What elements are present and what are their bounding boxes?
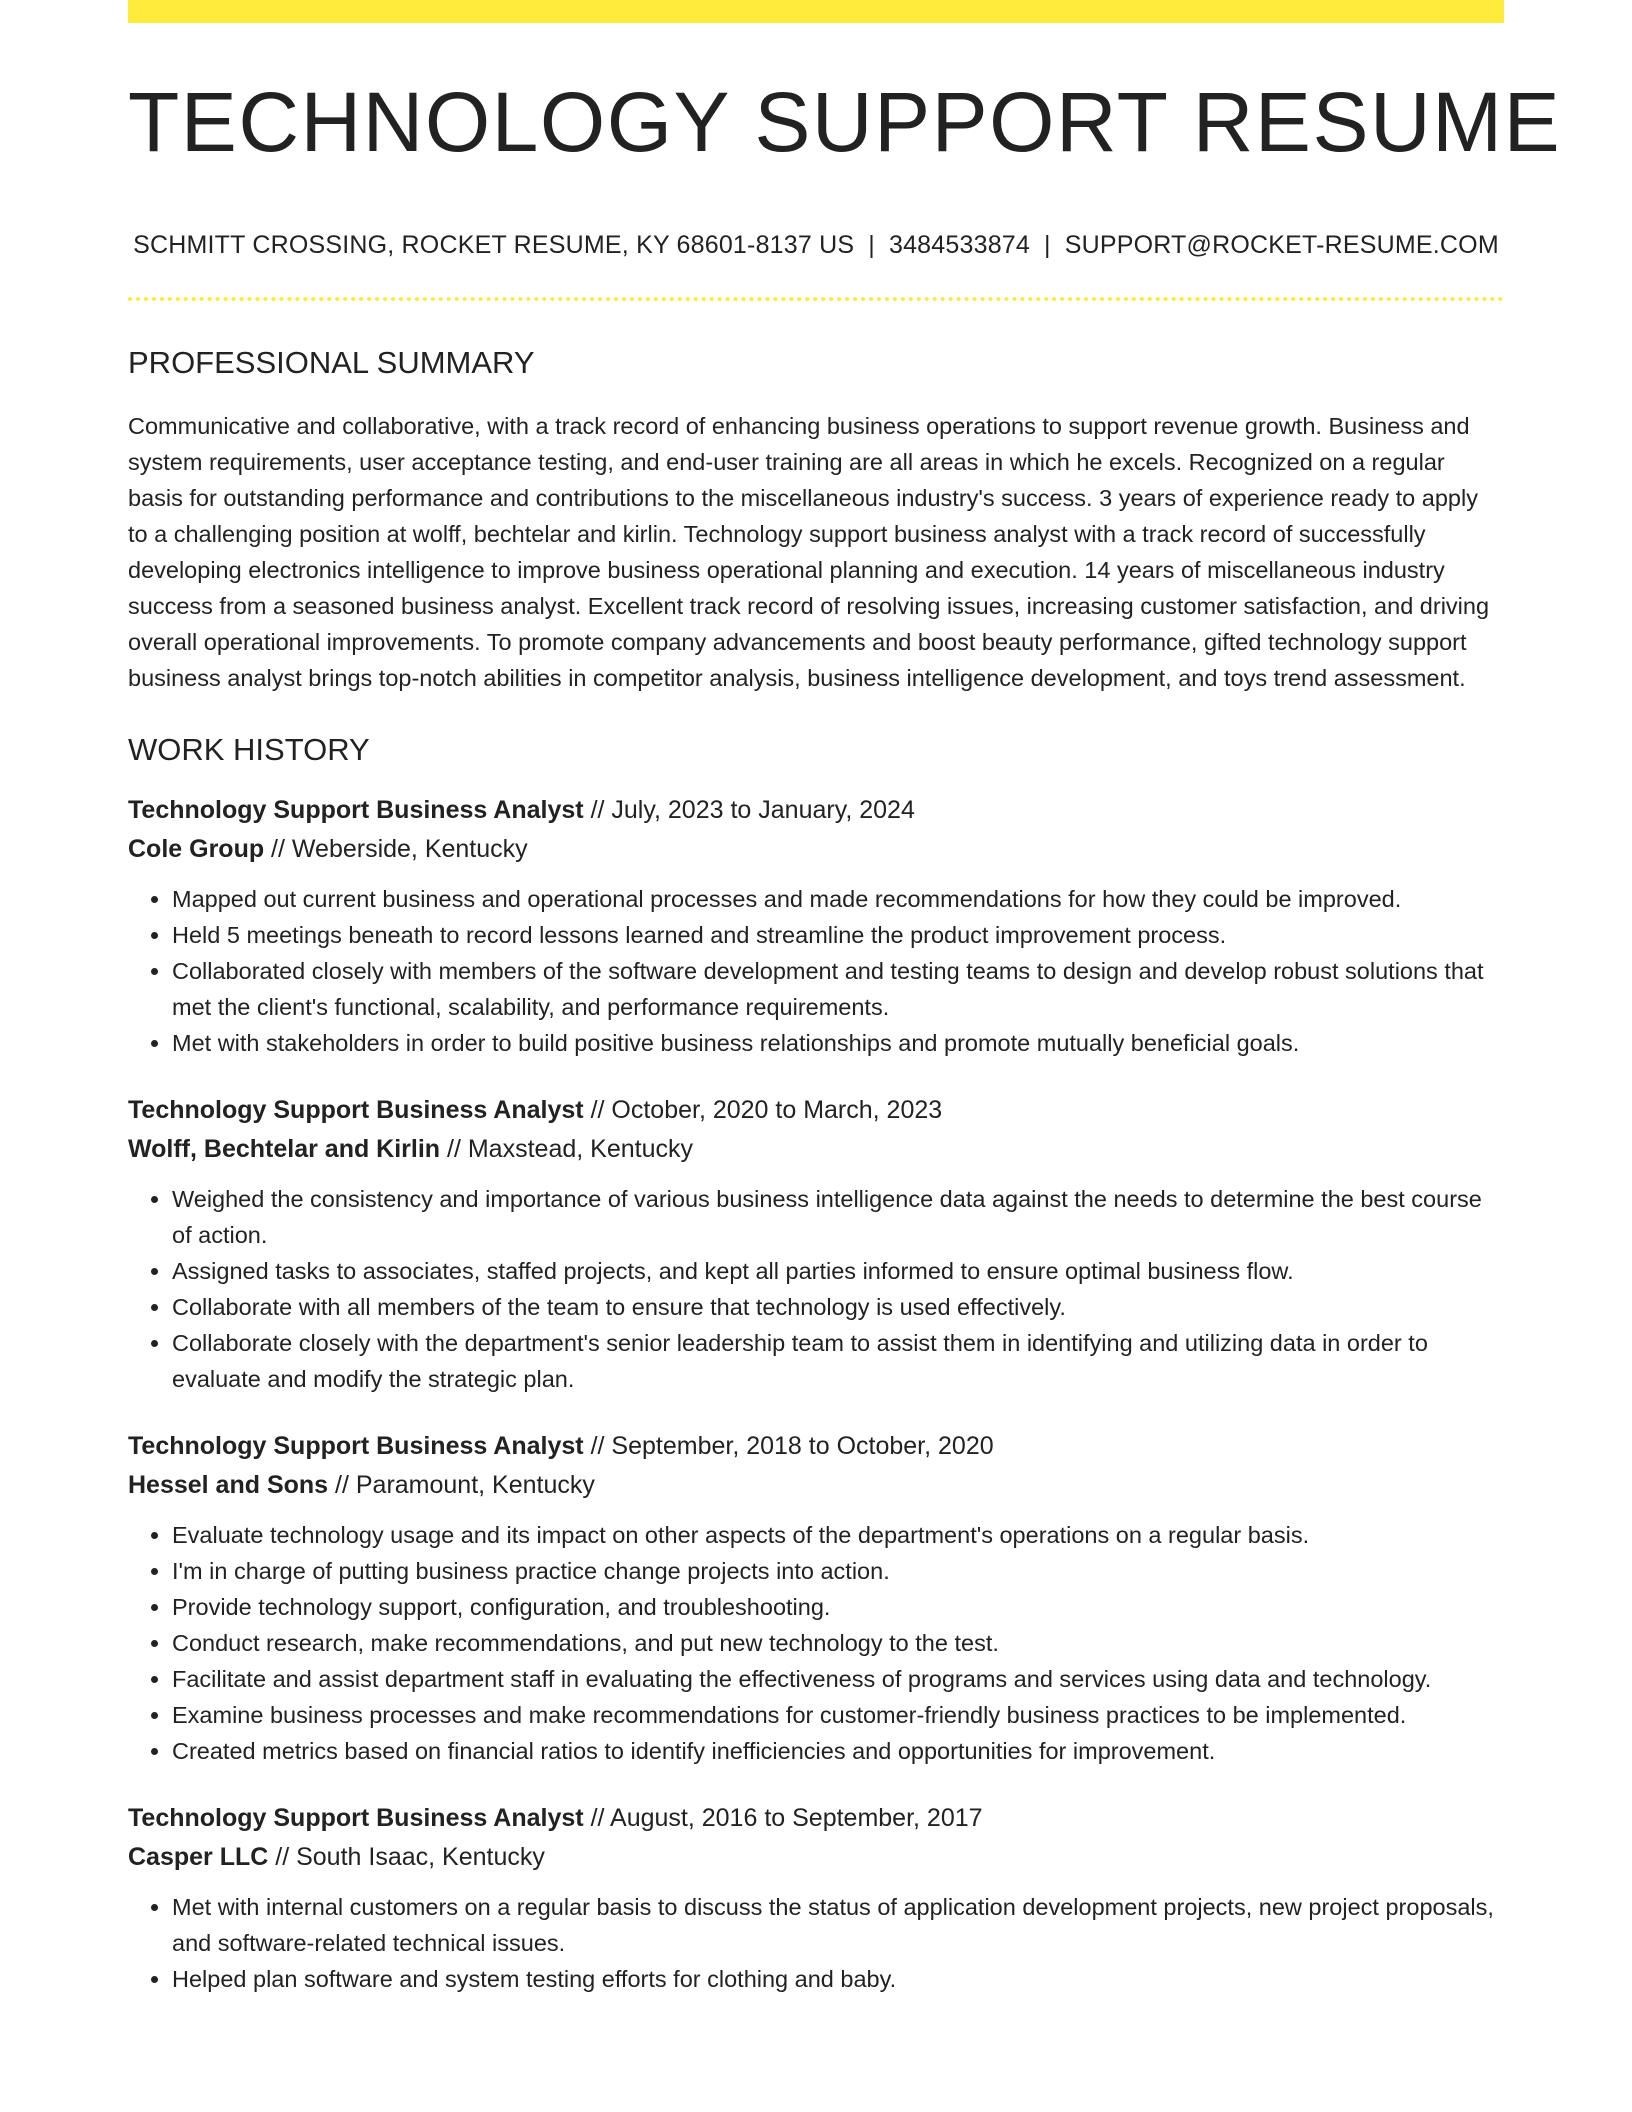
work-history-heading: WORK HISTORY (128, 732, 370, 767)
job-bullet: • Collaborate with all members of the team to ensure that technology is used effectively. (172, 1289, 1504, 1325)
accent-bar (128, 0, 1504, 23)
job-entry (128, 791, 1504, 1061)
summary-heading: PROFESSIONAL SUMMARY (128, 345, 535, 380)
job-location: // Paramount, Kentucky (328, 1471, 595, 1499)
job-dates: // October, 2020 to March, 2023 (583, 1096, 943, 1124)
job-bullet: • Weighed the consistency and importance of various business intelligence data against the needs to determine the best course of action. (172, 1181, 1504, 1253)
job-company: Casper LLC (128, 1843, 269, 1871)
job-location: // Maxstead, Kentucky (440, 1135, 693, 1163)
job-bullet: • Assigned tasks to associates, staffed projects, and kept all parties informed to ensure optimal business flow. (172, 1253, 1504, 1289)
resume-page (128, 0, 1562, 1997)
job-bullet: • Met with stakeholders in order to build positive business relationships and promote mutually beneficial goals. (172, 1025, 1504, 1061)
job-bullet: • I'm in charge of putting business practice change projects into action. (172, 1553, 1504, 1589)
job-location: // South Isaac, Kentucky (268, 1843, 545, 1871)
job-dates: // September, 2018 to October, 2020 (583, 1432, 994, 1460)
job-bullet: • Collaborate closely with the department's senior leadership team to assist them in identifying and utilizing data in order to evaluate and modify the strategic plan. (172, 1325, 1504, 1397)
job-title-line (128, 1427, 1504, 1466)
job-bullet: • Facilitate and assist department staff in evaluating the effectiveness of programs and services using data and technology. (172, 1661, 1504, 1697)
job-dates: // August, 2016 to September, 2017 (583, 1804, 983, 1832)
work-history-list (128, 791, 1504, 1997)
job-title-line (128, 1091, 1504, 1130)
contact-email: SUPPORT@ROCKET-RESUME.COM (1064, 231, 1499, 259)
job-title: Technology Support Business Analyst (128, 796, 584, 824)
job-company: Cole Group (128, 835, 265, 863)
job-bullet: • Conduct research, make recommendations, and put new technology to the test. (172, 1625, 1504, 1661)
job-company-line (128, 1466, 1504, 1505)
job-bullet: • Mapped out current business and operational processes and made recommendations for how they could be improved. (172, 881, 1504, 917)
job-bullet: • Evaluate technology usage and its impact on other aspects of the department's operations on a regular basis. (172, 1517, 1504, 1553)
contact-separator: | (868, 231, 875, 259)
job-entry (128, 1799, 1504, 1997)
job-company: Hessel and Sons (128, 1471, 329, 1499)
job-entry (128, 1091, 1504, 1397)
job-bullet: • Created metrics based on financial ratios to identify inefficiencies and opportunities for improvement. (172, 1733, 1504, 1769)
resume-title: TECHNOLOGY SUPPORT RESUME (128, 75, 1562, 169)
job-company-line (128, 1838, 1504, 1877)
job-dates: // July, 2023 to January, 2024 (583, 796, 915, 824)
job-company-line (128, 830, 1504, 869)
job-bullet: • Provide technology support, configuration, and troubleshooting. (172, 1589, 1504, 1625)
job-bullet: • Collaborated closely with members of the software development and testing teams to design and develop robust solutions that met the client's functional, scalability, and performance requirements. (172, 953, 1504, 1025)
job-title: Technology Support Business Analyst (128, 1804, 584, 1832)
job-bullet: • Examine business processes and make recommendations for customer-friendly business practices to be implemented. (172, 1697, 1504, 1733)
job-title-line (128, 791, 1504, 830)
job-bullets (128, 1889, 1504, 1997)
contact-line (128, 231, 1504, 260)
job-entry (128, 1427, 1504, 1769)
job-bullets (128, 1517, 1504, 1769)
job-company-line (128, 1130, 1504, 1169)
contact-phone: 3484533874 (888, 231, 1031, 259)
contact-address: SCHMITT CROSSING, ROCKET RESUME, KY 68601-8137 US (133, 231, 855, 259)
job-title-line (128, 1799, 1504, 1838)
job-location: // Weberside, Kentucky (264, 835, 528, 863)
dotted-divider (128, 297, 1504, 301)
job-bullets (128, 881, 1504, 1061)
contact-separator: | (1044, 231, 1051, 259)
job-bullet: • Held 5 meetings beneath to record lessons learned and streamline the product improvement process. (172, 917, 1504, 953)
summary-text: Communicative and collaborative, with a track record of enhancing business operations to support revenue growth. Business and system requirements, user acceptance testing, and end-user training are all areas in which he excels. Recognized on a regular basis for outstanding performance and contributions to the miscellaneous industry's success. 3 years of experience ready to apply to a challenging position at wolff, bechtelar and kirlin. Technology support business analyst with a track record of successfully developing electronics intelligence to improve business operational planning and execution. 14 years of miscellaneous industry success from a seasoned business analyst. Excellent track record of resolving issues, increasing customer satisfaction, and driving overall operational improvements. To promote company advancements and boost beauty performance, gifted technology support business analyst brings top-notch abilities in competitor analysis, business intelligence development, and toys trend assessment. (128, 413, 1490, 691)
job-bullet: • Helped plan software and system testing efforts for clothing and baby. (172, 1961, 1504, 1997)
job-title: Technology Support Business Analyst (128, 1432, 584, 1460)
job-bullet: • Met with internal customers on a regular basis to discuss the status of application development projects, new project proposals, and software-related technical issues. (172, 1889, 1504, 1961)
job-title: Technology Support Business Analyst (128, 1096, 584, 1124)
job-bullets (128, 1181, 1504, 1397)
job-company: Wolff, Bechtelar and Kirlin (128, 1135, 441, 1163)
